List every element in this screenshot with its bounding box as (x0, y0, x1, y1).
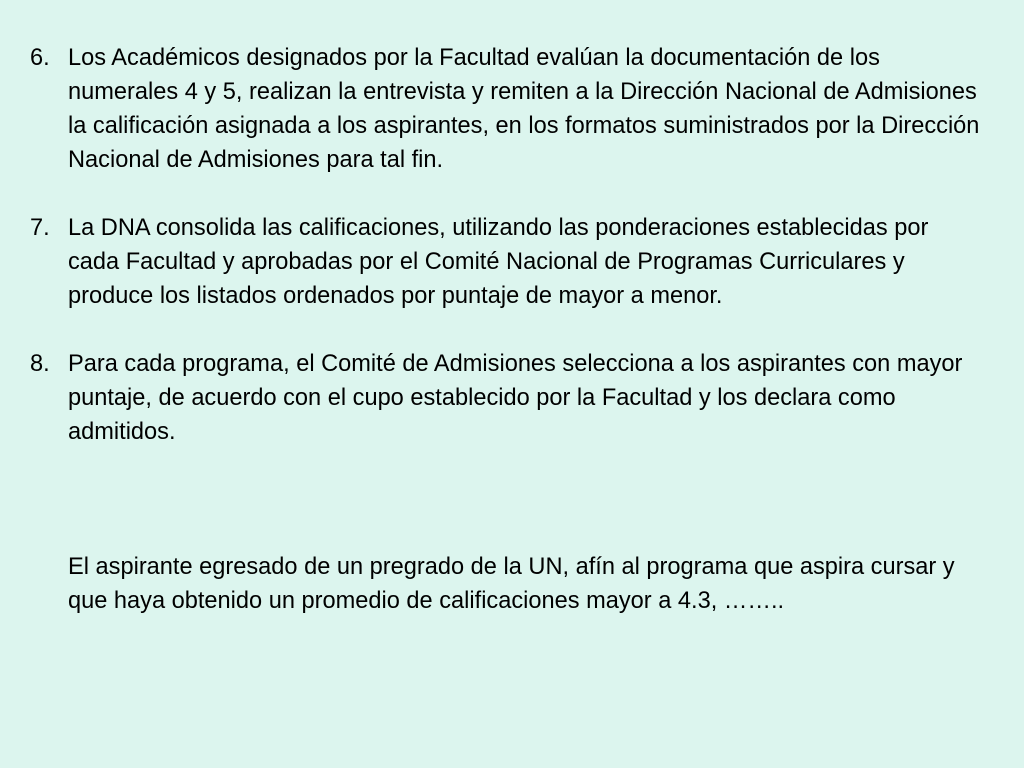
item-number: 7. (30, 215, 50, 241)
list-item (30, 347, 980, 449)
list-item (30, 41, 980, 177)
item-number: 6. (30, 45, 50, 71)
list-item (30, 211, 980, 313)
note-paragraph: El aspirante egresado de un pregrado de la UN, afín al programa que aspira cursar y que haya obtenido un promedio de calificaciones mayor a 4.3, …….. (68, 554, 955, 614)
item-number: 8. (30, 351, 50, 377)
item-text: Los Académicos designados por la Facultad evalúan la documentación de los numerales 4 y 5, realizan la entrevista y remiten a la Dirección Nacional de Admisiones la calificación asignada a los aspirantes, en los formatos suministrados por la Dirección Nacional de Admisiones para tal fin. (68, 45, 980, 173)
item-text: La DNA consolida las calificaciones, utilizando las ponderaciones establecidas por cada Facultad y aprobadas por el Comité Nacional de Programas Curriculares y produce los listados ordenados por puntaje de mayor a menor. (68, 215, 929, 309)
item-text: Para cada programa, el Comité de Admisiones selecciona a los aspirantes con mayor puntaje, de acuerdo con el cupo establecido por la Facultad y los declara como admitidos. (68, 351, 963, 445)
numbered-list (30, 41, 980, 483)
